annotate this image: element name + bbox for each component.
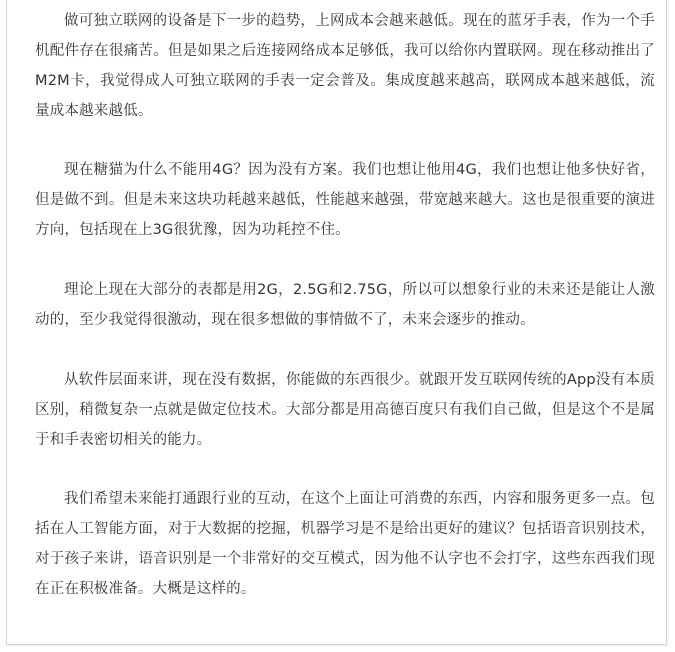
article-paragraph-2: 现在糖猫为什么不能用4G？因为没有方案。我们也想让他用4G，我们也想让他多快好省，但是做不到。但是未来这块功耗越来越低，性能越来越强，带宽越来越大。这也是很重要的演进方向，包括现在上3G很犹豫，因为功耗控不住。 bbox=[35, 162, 655, 238]
article-paragraph-5: 我们希望未来能打通跟行业的互动，在这个上面让可消费的东西，内容和服务更多一点。包括在人工智能方面，对于大数据的挖掘，机器学习是不是给出更好的建议？包括语音识别技术，对于孩子来讲，语音识别是一个非常好的交互模式，因为他不认字也不会打字，这些东西我们现在正在积极准备。大概是这样的。 bbox=[35, 491, 655, 597]
article-paragraph-1: 做可独立联网的设备是下一步的趋势，上网成本会越来越低。现在的蓝牙手表，作为一个手机配件存在很痛苦。但是如果之后连接网络成本足够低，我可以给你内置联网。现在移动推出了M2M卡，我觉得成人可独立联网的手表一定会普及。集成度越来越高，联网成本越来越低，流量成本越来越低。 bbox=[35, 13, 655, 119]
article-paragraph-3: 理论上现在大部分的表都是用2G，2.5G和2.75G，所以可以想象行业的未来还是能让人激动的，至少我觉得很激动，现在很多想做的事情做不了，未来会逐步的推动。 bbox=[35, 282, 655, 328]
article-card bbox=[6, 0, 667, 645]
article-paragraph-4: 从软件层面来讲，现在没有数据，你能做的东西很少。就跟开发互联网传统的App没有本质区别，稍微复杂一点就是做定位技术。大部分都是用高德百度只有我们自己做，但是这个不是属于和手表密切相关的能力。 bbox=[35, 372, 655, 448]
